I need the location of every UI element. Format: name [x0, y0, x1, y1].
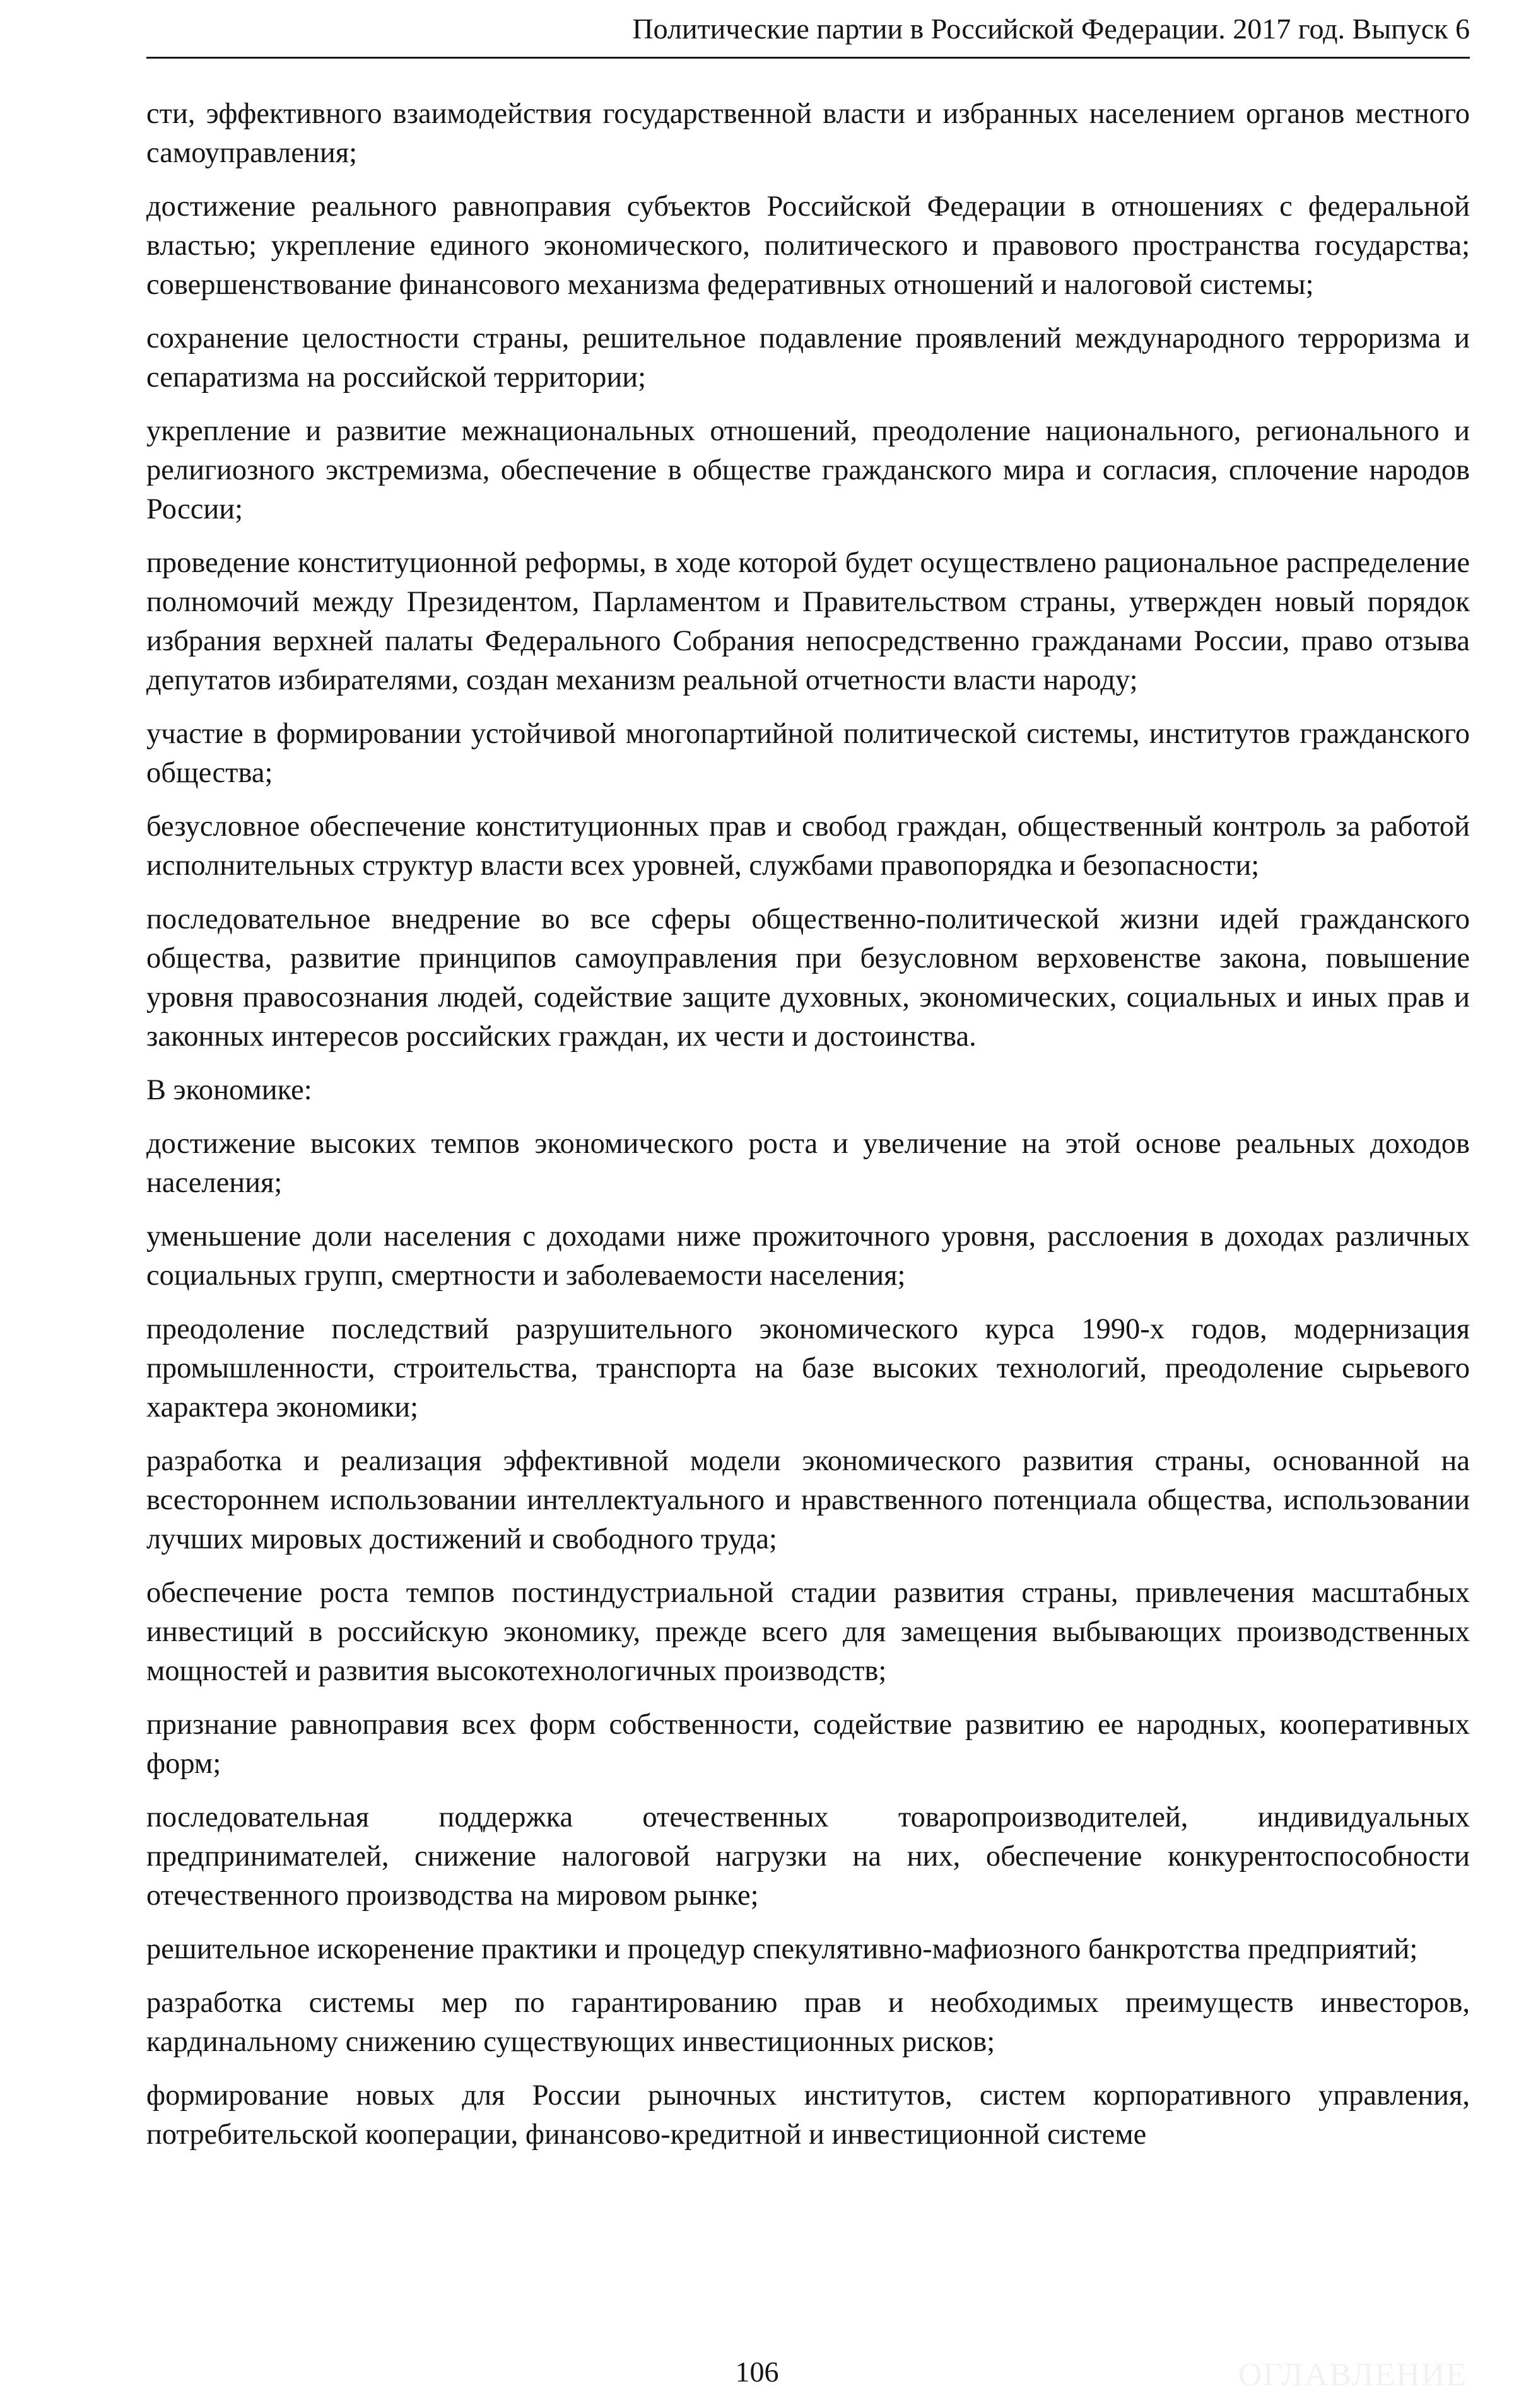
running-header: Политические партии в Российской Федерации. 2017 год. Выпуск 6: [632, 13, 1470, 45]
paragraph: решительное искоренение практики и процедур спекулятивно-мафиозного банкротства предприятий;: [146, 1933, 1418, 1965]
paragraph: уменьшение доли населения с доходами ниже прожиточного уровня, расслоения в доходах различных социальных групп, смертности и заболеваемости населения;: [146, 1220, 1470, 1292]
paragraph: формирование новых для России рыночных институтов, систем корпоративного управления, потребительской кооперации, финансово-кредитной и инвестиционной системе: [146, 2079, 1470, 2151]
paragraph: последовательное внедрение во все сферы общественно-политической жизни идей гражданского общества, развитие принципов самоуправления при безусловном верховенстве закона, повышение уровня правосознания людей, содействие защите духовных, экономических, социальных и иных прав и законных интересов российских граждан, их чести и достоинства.: [146, 903, 1470, 1053]
page-body: [146, 95, 1470, 2169]
table-of-contents-link[interactable]: ОГЛАВЛЕНИЕ: [1238, 2357, 1467, 2393]
paragraph: разработка системы мер по гарантированию прав и необходимых преимуществ инвесторов, кардинальному снижению существующих инвестиционных рисков;: [146, 1987, 1470, 2058]
page-number: 106: [735, 2356, 779, 2388]
paragraph: признание равноправия всех форм собственности, содействие развитию ее народных, кооперативных форм;: [146, 1709, 1470, 1780]
paragraph: обеспечение роста темпов постиндустриальной стадии развития страны, привлечения масштабных инвестиций в российскую экономику, прежде всего для замещения выбывающих производственных мощностей и развития высокотехнологичных производств;: [146, 1577, 1470, 1687]
paragraph: разработка и реализация эффективной модели экономического развития страны, основанной на всестороннем использовании интеллектуального и нравственного потенциала общества, использовании лучших мировых достижений и свободного труда;: [146, 1445, 1470, 1555]
paragraph: последовательная поддержка отечественных товаропроизводителей, индивидуальных предпринимателей, снижение налоговой нагрузки на них, обеспечение конкурентоспособности отечественного производства на мировом рынке;: [146, 1801, 1470, 1912]
paragraph: сти, эффективного взаимодействия государственной власти и избранных населением органов местного самоуправления;: [146, 98, 1470, 169]
paragraph: безусловное обеспечение конституционных прав и свобод граждан, общественный контроль за работой исполнительных структур власти всех уровней, службами правопорядка и безопасности;: [146, 810, 1470, 882]
paragraph: укрепление и развитие межнациональных отношений, преодоление национального, регионального и религиозного экстремизма, обеспечение в обществе гражданского мира и согласия, сплочение народов России;: [146, 415, 1470, 525]
paragraph: проведение конституционной реформы, в ходе которой будет осуществлено рациональное распределение полномочий между Президентом, Парламентом и Правительством страны, утвержден новый порядок избрания верхней палаты Федерального Собрания непосредственно гражданами России, право отзыва депутатов избирателями, создан механизм реальной отчетности власти народу;: [146, 547, 1470, 696]
section-label: В экономике:: [146, 1074, 312, 1106]
paragraph: достижение реального равноправия субъектов Российской Федерации в отношениях с федеральной властью; укрепление единого экономического, политического и правового пространства государства; совершенствование финансового механизма федеративных отношений и налоговой системы;: [146, 190, 1470, 301]
paragraph: участие в формировании устойчивой многопартийной политической системы, институтов гражданского общества;: [146, 718, 1470, 789]
paragraph: преодоление последствий разрушительного экономического курса 1990-х годов, модернизация промышленности, строительства, транспорта на базе высоких технологий, преодоление сырьевого характера экономики;: [146, 1313, 1470, 1423]
paragraph: сохранение целостности страны, решительное подавление проявлений международного терроризма и сепаратизма на российской территории;: [146, 322, 1470, 394]
header-rule: [146, 57, 1470, 59]
paragraph: достижение высоких темпов экономического роста и увеличение на этой основе реальных доходов населения;: [146, 1128, 1470, 1199]
